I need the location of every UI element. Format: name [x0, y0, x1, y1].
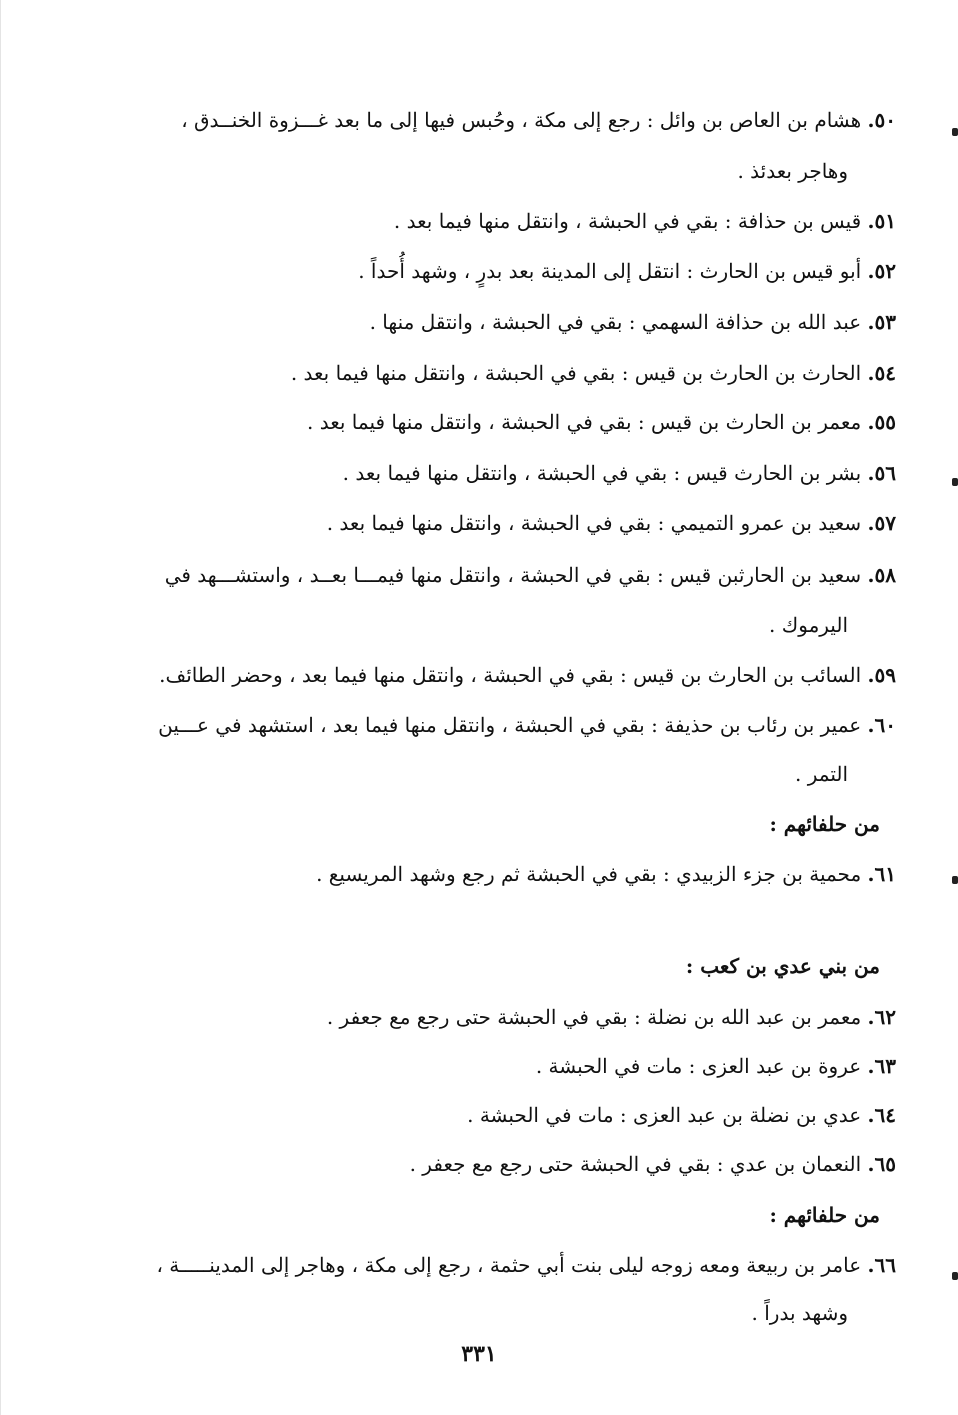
- entry-text: معمر بن عبد الله بن نضلة : بقي في الحبشة حتى رجع مع جعفر .: [326, 1005, 862, 1029]
- margin-mark: [952, 478, 958, 486]
- entry-number: ٥٨.: [867, 563, 896, 587]
- entry-text: قيس بن حذافة : بقي في الحبشة ، وانتقل منها فيما بعد .: [393, 209, 862, 233]
- entry-57: [108, 509, 896, 539]
- entry-62: [108, 1003, 896, 1033]
- entry-58: [108, 561, 896, 591]
- entry-number: ٦٠.: [867, 713, 896, 737]
- entry-52: [108, 257, 896, 287]
- entry-50-continuation: وهاجر بعدئذ .: [737, 159, 848, 183]
- entry-text: عمير بن رئاب بن حذيفة : بقي في الحبشة ، وانتقل منها فيما بعد ، استشهد في عـــين: [158, 713, 862, 737]
- margin-mark: [952, 1272, 958, 1280]
- entry-text: محمية بن جزء الزبيدي : بقي في الحبشة ثم رجع وشهد المريسيع .: [316, 862, 862, 886]
- margin-mark: [952, 128, 958, 136]
- section-heading-allies: من حلفائهم :: [769, 812, 880, 836]
- entry-text: سعيد بن الحارثبن قيس : بقي في الحبشة ، وانتقل منها فيمـــا بعــد ، واستشـــهد في: [164, 563, 862, 587]
- entry-number: ٥٤.: [867, 361, 896, 385]
- entry-58-continuation: اليرموك .: [769, 613, 848, 637]
- entry-text: هشام بن العاص بن وائل : رجع إلى مكة ، وحُبس فيها إلى ما بعد غـــزوة الخنــدق ،: [181, 108, 862, 132]
- entry-text: عبد الله بن حذافة السهمي : بقي في الحبشة ، وانتقل منها .: [369, 310, 862, 334]
- entry-56: [108, 459, 896, 489]
- entry-text: عامر بن ربيعة ومعه زوجه ليلى بنت أبي حثمة ، رجع إلى مكة ، وهاجر إلى المدينـــــة ،: [156, 1253, 862, 1277]
- entry-64: [108, 1101, 896, 1131]
- entry-text: بشر بن الحارث قيس : بقي في الحبشة ، وانتقل منها فيما بعد .: [342, 461, 862, 485]
- entry-60: [108, 711, 896, 741]
- entry-61: [108, 860, 896, 890]
- entry-number: ٦٢.: [867, 1005, 896, 1029]
- entry-number: ٦٥.: [867, 1152, 896, 1176]
- entry-number: ٦٦.: [867, 1253, 896, 1277]
- page-fold: [0, 0, 1, 1415]
- entry-number: ٥٢.: [867, 259, 896, 283]
- entry-66: [108, 1251, 896, 1281]
- entry-text: سعيد بن عمرو التميمي : بقي في الحبشة ، وانتقل منها فيما بعد .: [326, 511, 862, 535]
- entry-51: [108, 207, 896, 237]
- entry-number: ٦٤.: [867, 1103, 896, 1127]
- entry-text: السائب بن الحارث بن قيس : بقي في الحبشة ، وانتقل منها فيما بعد ، وحضر الطائف.: [159, 663, 862, 687]
- entry-55: [108, 408, 896, 438]
- entry-number: ٥٩.: [867, 663, 896, 687]
- entry-66-continuation: وشهد بدراً .: [751, 1301, 848, 1325]
- entry-number: ٥١.: [867, 209, 896, 233]
- entry-60-continuation: التمر .: [795, 762, 848, 786]
- entry-number: ٦٣.: [867, 1054, 896, 1078]
- entry-number: ٥٦.: [867, 461, 896, 485]
- section-heading-allies: من حلفائهم :: [769, 1203, 880, 1227]
- section-heading-bani-adi: من بني عدي بن كعب :: [685, 954, 880, 978]
- margin-mark: [952, 876, 958, 884]
- entry-text: النعمان بن عدي : بقي في الحبشة حتى رجع مع جعفر .: [409, 1152, 862, 1176]
- entry-text: معمر بن الحارث بن قيس : بقي في الحبشة ، وانتقل منها فيما بعد .: [307, 410, 862, 434]
- entry-65: [108, 1150, 896, 1180]
- entry-number: ٥٥.: [867, 410, 896, 434]
- entry-53: [108, 308, 896, 338]
- entry-number: ٥٣.: [867, 310, 896, 334]
- entry-text: عدي بن نضلة بن عبد العزى : مات في الحبشة .: [467, 1103, 862, 1127]
- entry-number: ٥٧.: [867, 511, 896, 535]
- entry-50: [108, 106, 896, 136]
- entry-number: ٥٠.: [867, 108, 896, 132]
- entry-63: [108, 1052, 896, 1082]
- entry-59: [108, 661, 896, 691]
- entry-text: عروة بن عبد العزى : مات في الحبشة .: [535, 1054, 862, 1078]
- entry-54: [108, 359, 896, 389]
- page-number: ٣٣١: [461, 1341, 497, 1367]
- entry-number: ٦١.: [867, 862, 896, 886]
- entry-text: الحارث بن الحارث بن قيس : بقي في الحبشة ، وانتقل منها فيما بعد .: [290, 361, 862, 385]
- entry-text: أبو قيس بن الحارث : انتقل إلى المدينة بعد بدرٍ ، وشهد أُحداً .: [358, 259, 862, 283]
